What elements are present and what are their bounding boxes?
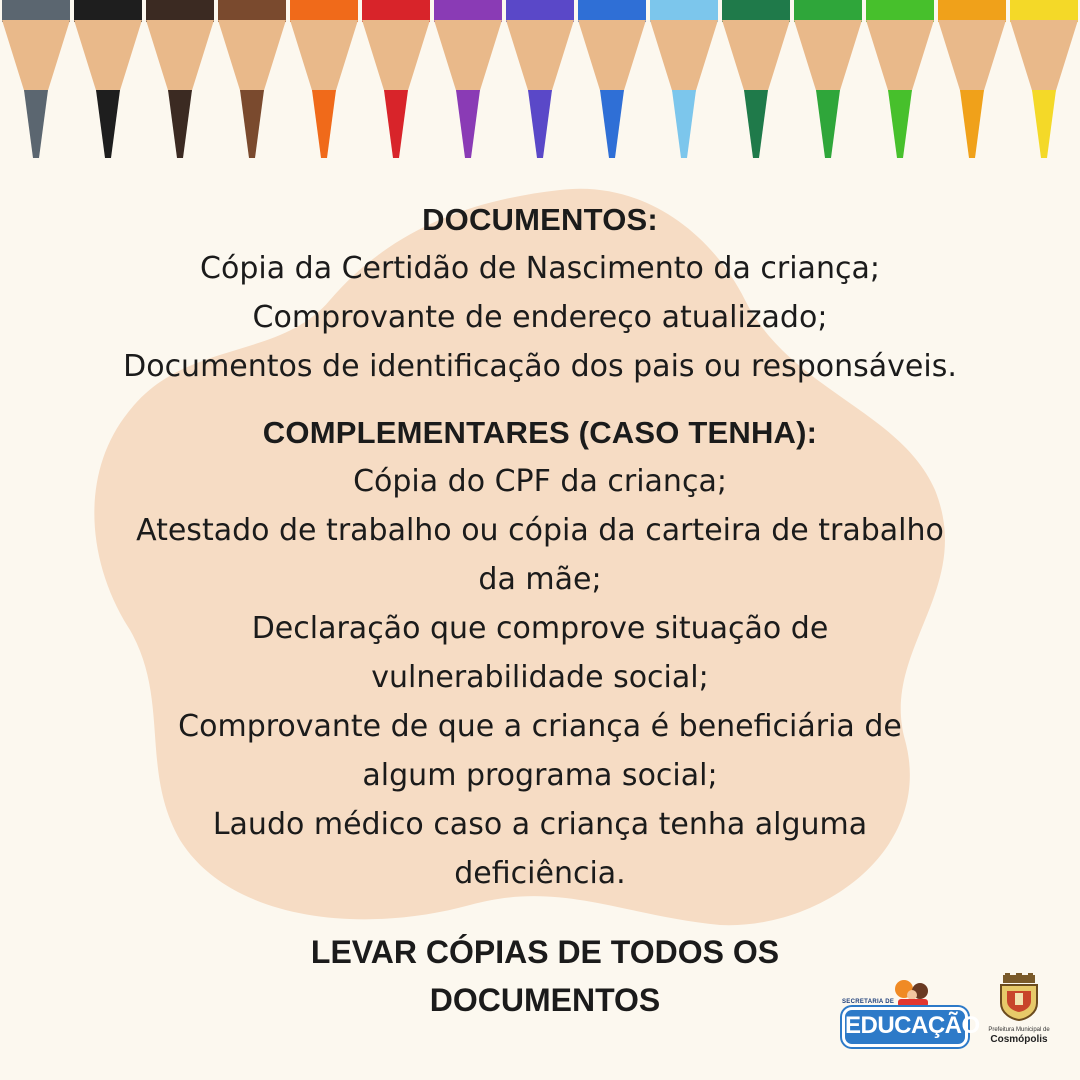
pencil [218, 0, 286, 158]
pencil [578, 0, 646, 158]
pencil [290, 0, 358, 158]
pencil [938, 0, 1006, 158]
complementares-section [0, 409, 1080, 898]
complementar-line: da mãe; [478, 562, 602, 597]
cidade-label: Cosmópolis [990, 1034, 1048, 1045]
final-instruction [300, 928, 790, 1024]
city-crest-icon [997, 973, 1041, 1021]
pencil [434, 0, 502, 158]
pencil [146, 0, 214, 158]
complementar-line: algum programa social; [362, 758, 718, 793]
complementares-heading: COMPLEMENTARES (CASO TENHA): [262, 415, 818, 450]
documento-item: Cópia da Certidão de Nascimento da criança; [200, 251, 880, 286]
pencil [650, 0, 718, 158]
documentos-heading: DOCUMENTOS: [422, 202, 658, 237]
pencil [74, 0, 142, 158]
secretaria-label: SECRETARIA DE [842, 999, 895, 1005]
documento-item: Comprovante de endereço atualizado; [252, 300, 828, 335]
prefeitura-logo [984, 973, 1054, 1045]
final-line-1: LEVAR CÓPIAS DE TODOS OS [310, 934, 780, 970]
final-line-2: DOCUMENTOS [429, 982, 661, 1018]
pencil [1010, 0, 1078, 158]
complementar-line: Declaração que comprove situação de [251, 611, 829, 646]
pencil [506, 0, 574, 158]
pencil [362, 0, 430, 158]
colored-pencils-banner [0, 0, 1080, 175]
pencil [866, 0, 934, 158]
complementar-line: Comprovante de que a criança é beneficiária de [178, 709, 902, 744]
complementar-line: vulnerabilidade social; [371, 660, 709, 695]
complementar-line: Laudo médico caso a criança tenha alguma [212, 807, 868, 842]
pencil [2, 0, 70, 158]
complementar-line: Cópia do CPF da criança; [353, 464, 727, 499]
pencil [722, 0, 790, 158]
complementar-line: Atestado de trabalho ou cópia da carteira de trabalho [136, 513, 944, 548]
educacao-wordmark: EDUCAÇÃO [842, 1007, 968, 1047]
pencil [794, 0, 862, 158]
documentos-section [0, 196, 1080, 391]
documento-item: Documentos de identificação dos pais ou responsáveis. [123, 349, 957, 384]
main-content [0, 196, 1080, 898]
prefeitura-label: Prefeitura Municipal de [988, 1027, 1050, 1033]
secretaria-educacao-logo [842, 975, 980, 1045]
complementar-line: deficiência. [454, 856, 626, 891]
